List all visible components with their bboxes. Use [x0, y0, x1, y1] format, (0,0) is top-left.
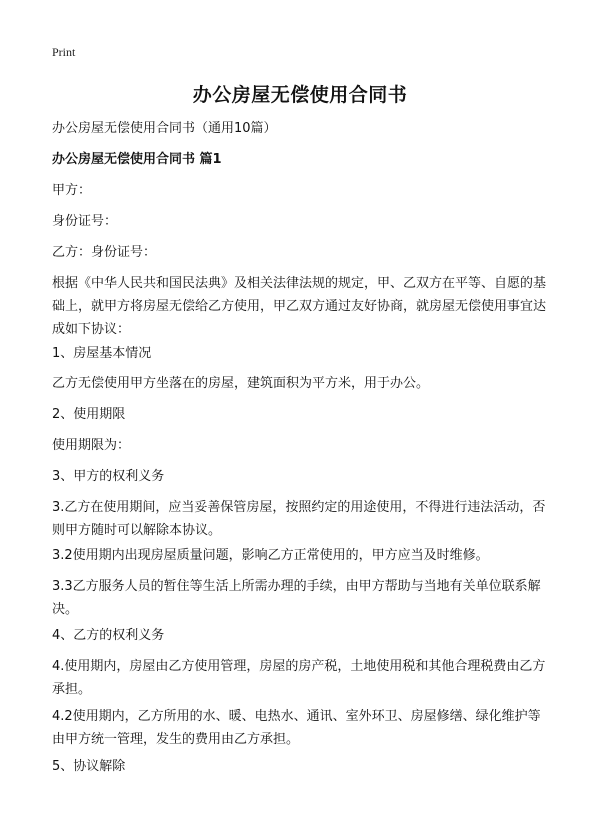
section-4-item-2: 4.2使用期内，乙方所用的水、暖、电热水、通讯、室外环卫、房屋修缮、绿化维护等由甲方统一管理，发生的费用由乙方承担。 — [52, 709, 541, 747]
print-label: Print — [52, 45, 76, 59]
section-3-item-3: 3.3乙方服务人员的暂住等生活上所需办理的手续，由甲方帮助与当地有关单位联系解决。 — [52, 579, 541, 617]
section-3-item-1: 3.乙方在使用期间，应当妥善保管房屋，按照约定的用途使用，不得进行违法活动，否则甲方随时可以解除本协议。 — [52, 500, 546, 538]
section-3-title: 3、甲方的权利义务 — [52, 469, 165, 484]
section-3-item-2: 3.2使用期内出现房屋质量问题，影响乙方正常使用的，甲方应当及时维修。 — [52, 548, 489, 563]
section-2-text: 使用期限为： — [52, 438, 131, 453]
section-5-title: 5、协议解除 — [52, 759, 126, 774]
document-title: 办公房屋无偿使用合同书 — [192, 84, 408, 106]
document-subtitle: 办公房屋无偿使用合同书（通用10篇） — [52, 121, 277, 136]
party-a-line: 甲方： — [52, 183, 92, 198]
section-1-text: 乙方无偿使用甲方坐落在的房屋，建筑面积为平方米，用于办公。 — [52, 376, 430, 391]
section-4-item-1: 4.使用期内，房屋由乙方使用管理，房屋的房产税，土地使用税和其他合理税费由乙方承担。 — [52, 659, 546, 697]
intro-paragraph: 根据《中华人民共和国民法典》及相关法律法规的规定，甲、乙双方在平等、自愿的基础上，就甲方将房屋无偿给乙方使用，甲乙双方通过友好协商，就房屋无偿使用事宜达成如下协议： — [52, 276, 547, 337]
section-2-title: 2、使用期限 — [52, 407, 126, 422]
id-number-line: 身份证号： — [52, 214, 118, 229]
section-1-title: 1、房屋基本情况 — [52, 346, 152, 361]
section-heading: 办公房屋无偿使用合同书 篇1 — [52, 152, 222, 167]
party-b-line: 乙方：身份证号： — [52, 245, 157, 260]
section-4-title: 4、乙方的权利义务 — [52, 628, 165, 643]
